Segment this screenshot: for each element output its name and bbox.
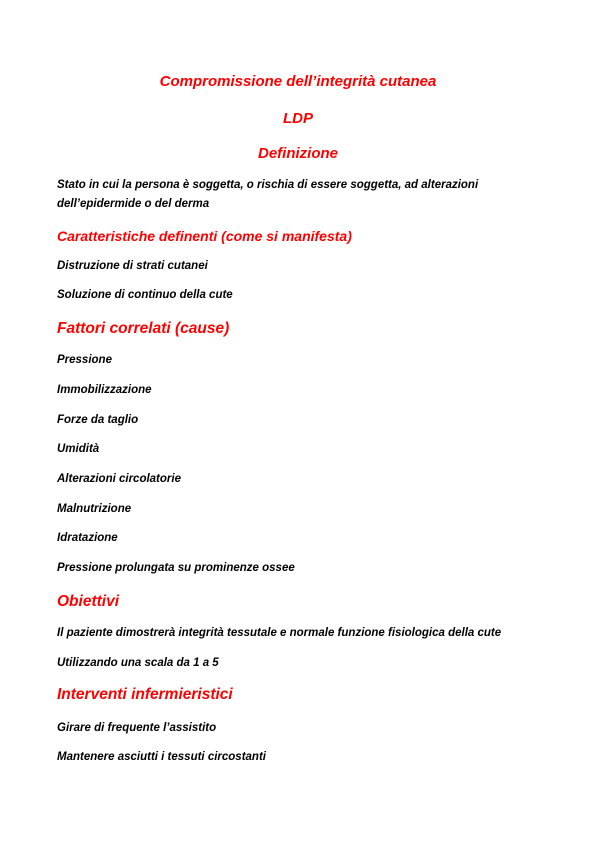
list-item: Malnutrizione <box>57 503 132 515</box>
document-title: Compromissione dell’integrità cutanea <box>159 73 437 90</box>
list-item: Idratazione <box>57 532 118 544</box>
heading-caratteristiche: Caratteristiche definenti (come si manifesta) <box>57 228 352 244</box>
list-item: Mantenere asciutti i tessuti circostanti <box>57 751 266 763</box>
list-item: Soluzione di continuo della cute <box>57 289 233 301</box>
definizione-text: Stato in cui la persona è soggetta, o rischia di essere soggetta, ad alterazioni dell’epidermide o del derma <box>57 179 479 210</box>
list-item: Immobilizzazione <box>57 384 152 396</box>
list-item: Il paziente dimostrerà integrità tessutale e normale funzione fisiologica della cute <box>57 627 502 639</box>
list-item: Distruzione di strati cutanei <box>57 260 208 272</box>
heading-definizione: Definizione <box>257 145 338 162</box>
heading-fattori: Fattori correlati (cause) <box>57 320 230 337</box>
list-item: Umidità <box>57 443 100 455</box>
list-item: Pressione prolungata su prominenze ossee <box>57 562 295 574</box>
list-item: Pressione <box>57 354 112 366</box>
list-item: Girare di frequente l’assistito <box>57 722 217 734</box>
heading-obiettivi: Obiettivi <box>57 593 120 610</box>
list-item: Utilizzando una scala da 1 a 5 <box>57 657 219 669</box>
list-item: Alterazioni circolatorie <box>57 473 181 485</box>
heading-interventi: Interventi infermieristici <box>57 686 233 703</box>
list-item: Forze da taglio <box>57 414 139 426</box>
document-subtitle: LDP <box>283 110 313 127</box>
